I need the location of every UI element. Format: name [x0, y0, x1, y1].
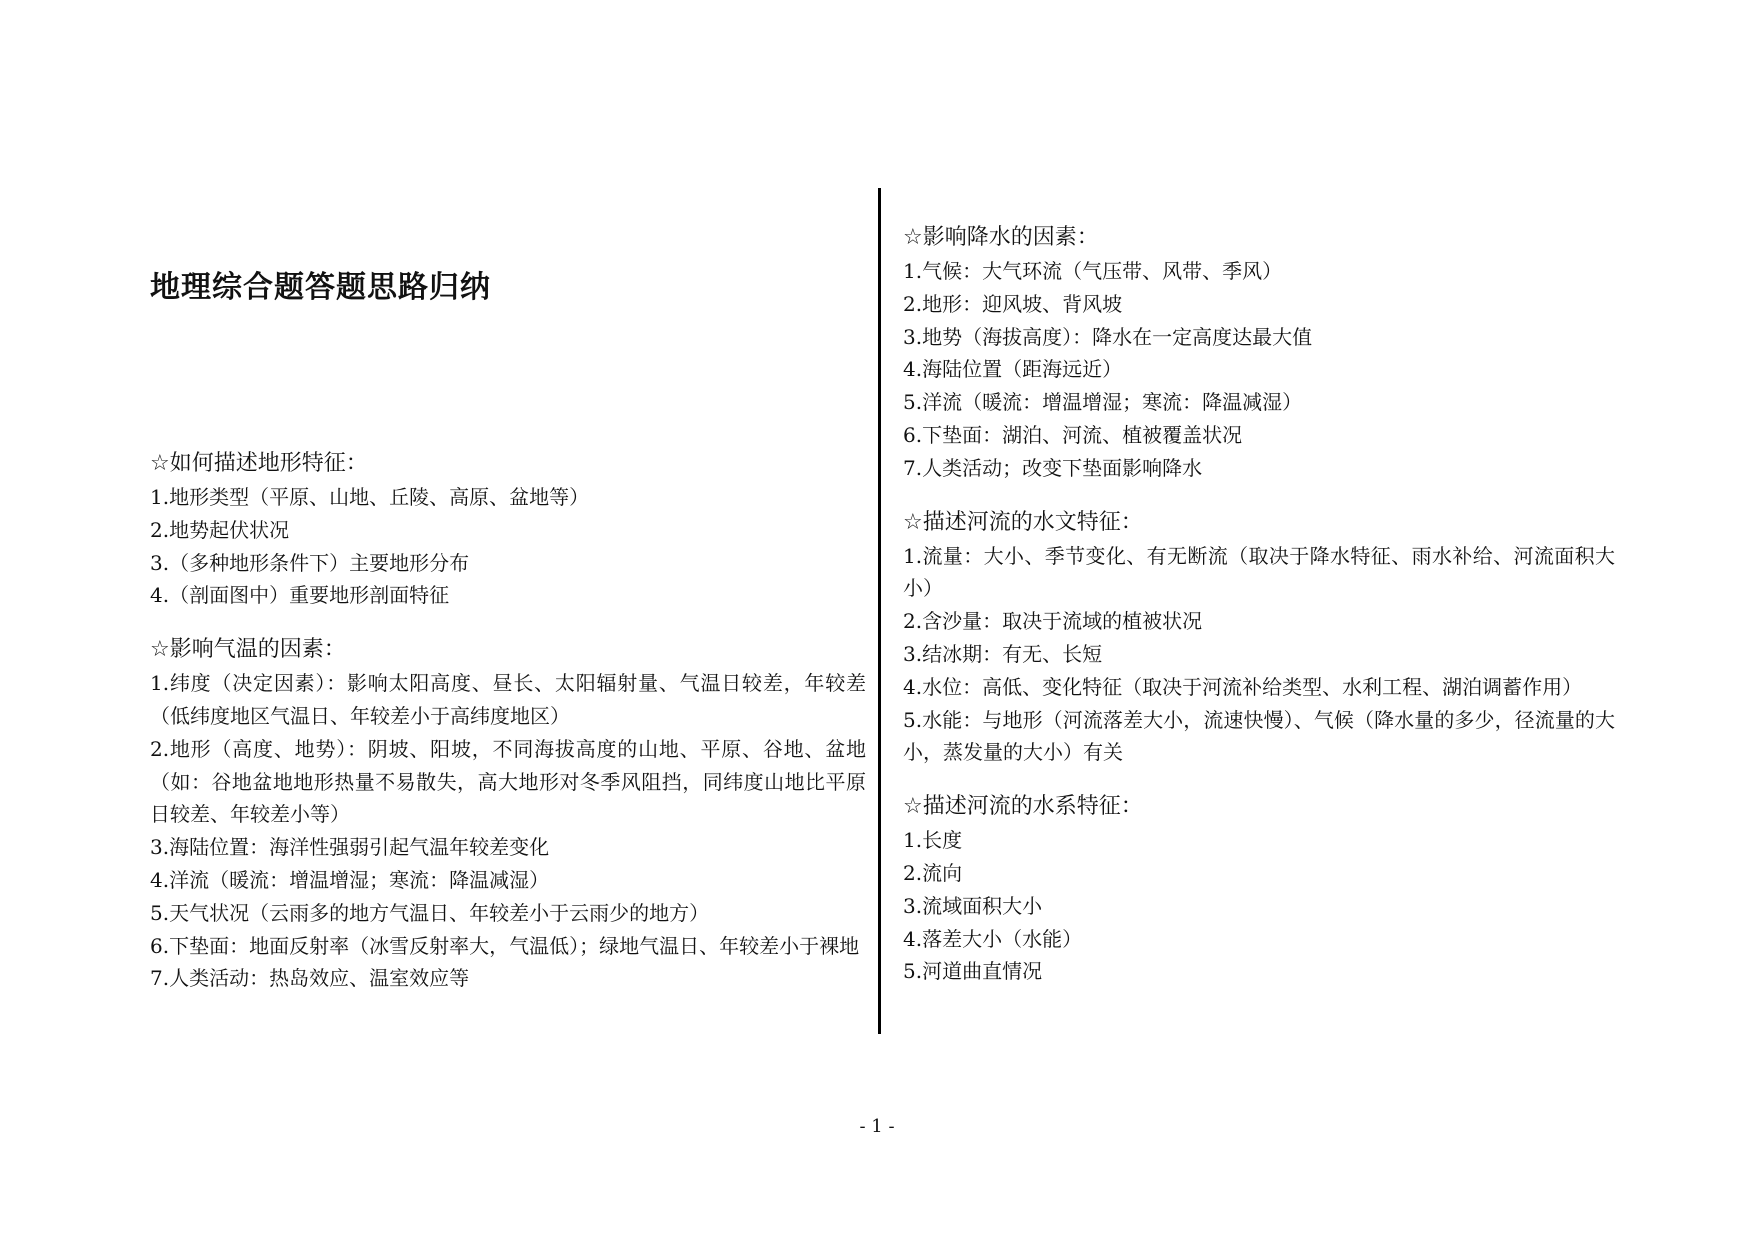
section-heading: ☆描述河流的水系特征：	[903, 794, 1143, 820]
list-item: 7.人类活动；改变下垫面影响降水	[903, 455, 1203, 480]
section-river-hydrology	[903, 506, 1615, 770]
page-title: 地理综合题答题思路归纳	[150, 270, 491, 305]
section-heading: ☆描述河流的水文特征：	[903, 509, 1143, 535]
list-item: 1.长度	[903, 828, 963, 853]
column-divider	[878, 188, 881, 1034]
right-column	[903, 221, 1615, 1009]
list-item: 2.地形：迎风坡、背风坡	[903, 291, 1123, 316]
section-heading: ☆如何描述地形特征：	[150, 451, 368, 476]
list-item: 5.河道曲直情况	[903, 959, 1043, 984]
list-item: 3.海陆位置：海洋性强弱引起气温年较差变化	[150, 835, 550, 860]
section-terrain-features	[150, 447, 866, 612]
section-river-system	[903, 790, 1615, 988]
section-precipitation-factors	[903, 221, 1615, 485]
list-item: 6.下垫面：地面反射率（冰雪反射率大，气温低）；绿地气温日、年较差小于裸地	[150, 933, 860, 958]
list-item: 1.流量：大小、季节变化、有无断流（取决于降水特征、雨水补给、河流面积大小）	[903, 543, 1615, 601]
list-item: 2.流向	[903, 860, 963, 885]
left-column	[150, 447, 866, 1016]
list-item: 2.地形（高度、地势）：阴坡、阳坡，不同海拔高度的山地、平原、谷地、盆地（如：谷地盆地地形热量不易散失，高大地形对冬季风阻挡，同纬度山地比平原日较差、年较差小等）	[150, 736, 866, 827]
list-item: 3.结冰期：有无、长短	[903, 641, 1103, 666]
list-item: 2.含沙量：取决于流域的植被状况	[903, 609, 1203, 634]
list-item: 1.气候：大气环流（气压带、风带、季风）	[903, 259, 1283, 283]
list-item: 5.天气状况（云雨多的地方气温日、年较差小于云雨少的地方）	[150, 900, 710, 925]
page-number: - 1 -	[859, 1116, 895, 1137]
list-item: 4.落差大小（水能）	[903, 926, 1083, 951]
list-item: 2.地势起伏状况	[150, 517, 290, 542]
list-item: 4.（剖面图中）重要地形剖面特征	[150, 583, 450, 608]
section-heading: ☆影响降水的因素：	[903, 225, 1099, 250]
section-heading: ☆影响气温的因素：	[150, 637, 346, 663]
list-item: 7.人类活动：热岛效应、温室效应等	[150, 966, 470, 991]
list-item: 5.水能：与地形（河流落差大小，流速快慢）、气候（降水量的多少，径流量的大小，蒸发量的大小）有关	[903, 707, 1615, 765]
list-item: 1.地形类型（平原、山地、丘陵、高原、盆地等）	[150, 485, 590, 509]
list-item: 4.水位：高低、变化特征（取决于河流补给类型、水利工程、湖泊调蓄作用）	[903, 674, 1583, 699]
list-item: 3.（多种地形条件下）主要地形分布	[150, 550, 470, 575]
list-item: 4.洋流（暖流：增温增湿；寒流：降温减湿）	[150, 867, 550, 892]
list-item: 3.流域面积大小	[903, 893, 1043, 918]
list-item: 5.洋流（暖流：增温增湿；寒流：降温减湿）	[903, 390, 1303, 415]
list-item: 1.纬度（决定因素）：影响太阳高度、昼长、太阳辐射量、气温日较差，年较差（低纬度地区气温日、年较差小于高纬度地区）	[150, 671, 866, 728]
section-temperature-factors	[150, 633, 866, 995]
list-item: 3.地势（海拔高度）：降水在一定高度达最大值	[903, 324, 1313, 349]
list-item: 6.下垫面：湖泊、河流、植被覆盖状况	[903, 422, 1243, 447]
list-item: 4.海陆位置（距海远近）	[903, 357, 1123, 382]
